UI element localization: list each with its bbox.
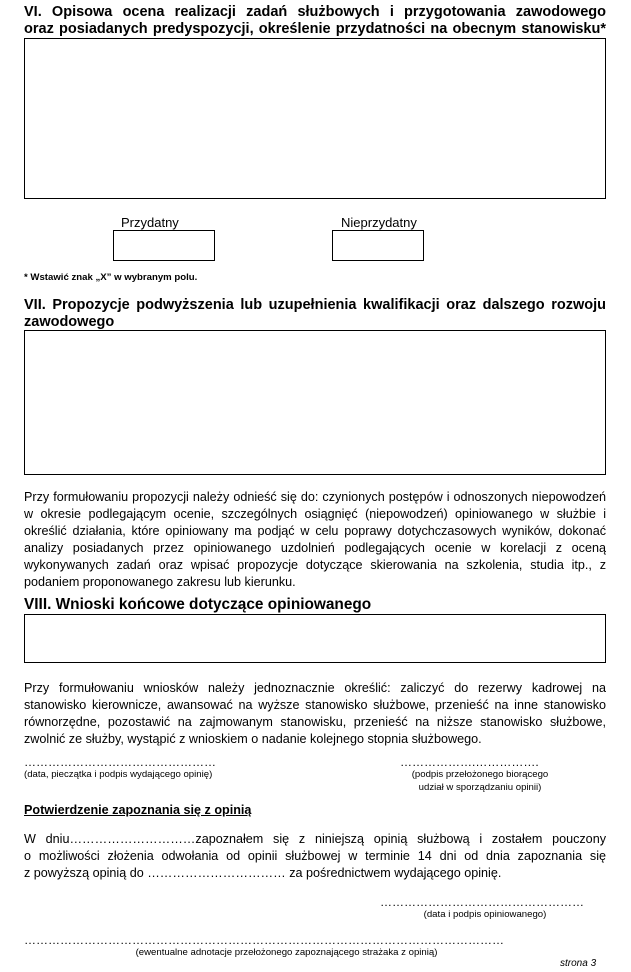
issuer-signature-caption: (data, pieczątka i podpis wydającego opinię) (24, 769, 213, 780)
section-8-instructions: Przy formułowaniu wniosków należy jednoznacznie określić: zaliczyć do rezerwy kadrowej na stanowisko kierownicze, awansować na wyższe stanowisko służbowe, przenieść na inne stanowisko równorzędne, pozostawić na zajmowanym stanowisku, przenieść na niższe stanowisko służbowe, zwolnić ze służby, wystąpić z wnioskiem o nadanie kolejnego stopnia służbowego. (24, 681, 606, 746)
acknowledgement-line1: W dniu…………………………zapoznałem się z niniejszą opinią służbową i zostałem pouczony (24, 832, 606, 846)
acknowledgement-line2: o możliwości złożenia odwołania od opinii służbowej w terminie 14 dni od dnia zapoznania się (24, 849, 606, 863)
annotations-line: ………………………………………………………………………………………………………… (24, 933, 504, 947)
acknowledgement-line3: z powyższą opinią do …………………………… za pośrednictwem wydającego opinię. (24, 866, 502, 880)
conclusions-text-area[interactable] (24, 614, 606, 663)
suitable-label: Przydatny (121, 215, 179, 230)
supervisor-caption-line2: udział w sporządzaniu opinii) (418, 782, 542, 793)
reviewee-signature-caption: (data i podpis opiniowanego) (423, 909, 547, 920)
unsuitable-checkbox[interactable] (332, 230, 424, 261)
issuer-signature-line: ………………………………………… (24, 755, 216, 769)
assessment-text-area[interactable] (24, 38, 606, 199)
section-7-instructions: Przy formułowaniu propozycji należy odnieść się do: czynionych postępów i odnoszonych niepowodzeń w okresie podlegającym ocenie, szczególnych osiągnięć (niepowodzeń) opiniowanego w służbie i określić działania, które opiniowany ma podjąć w celu poprawy dotychczasowych wyników, dokonać analizy posiadanych przez opiniowanego uzdolnień podlegających ocenie w korelacji z oceną wykonywanych zadań oraz wpisać propozycje dotyczące skierowania na szkolenia, studia itp., z podaniem proponowanego zakresu lub kierunku. (24, 490, 606, 589)
page-number: strona 3 (560, 958, 597, 969)
section-8-title: VIII. Wnioski końcowe dotyczące opiniowanego (24, 596, 372, 613)
suitable-checkbox[interactable] (113, 230, 215, 261)
section-7-title-line1: VII. Propozycje podwyższenia lub uzupełnienia kwalifikacji oraz dalszego rozwoju (24, 297, 606, 313)
section-6-title-line1: VI. Opisowa ocena realizacji zadań służbowych i przygotowania zawodowego (24, 4, 606, 20)
unsuitable-label: Nieprzydatny (341, 215, 417, 230)
acknowledgement-title: Potwierdzenie zapoznania się z opinią (24, 803, 252, 817)
footnote: * Wstawić znak „X” w wybranym polu. (24, 272, 198, 283)
supervisor-caption-line1: (podpis przełożonego biorącego (411, 769, 549, 780)
qualifications-text-area[interactable] (24, 330, 606, 475)
annotations-caption: (ewentualne adnotacje przełożonego zapoznającego strażaka z opinią) (135, 947, 438, 958)
supervisor-signature-line: ……………….……………. (400, 755, 539, 769)
section-7-title-line2: zawodowego (24, 314, 115, 330)
section-6-title-line2: oraz posiadanych predyspozycji, określenie przydatności na obecnym stanowisku* (24, 21, 606, 37)
reviewee-signature-line: …………………………………………… (380, 895, 584, 909)
